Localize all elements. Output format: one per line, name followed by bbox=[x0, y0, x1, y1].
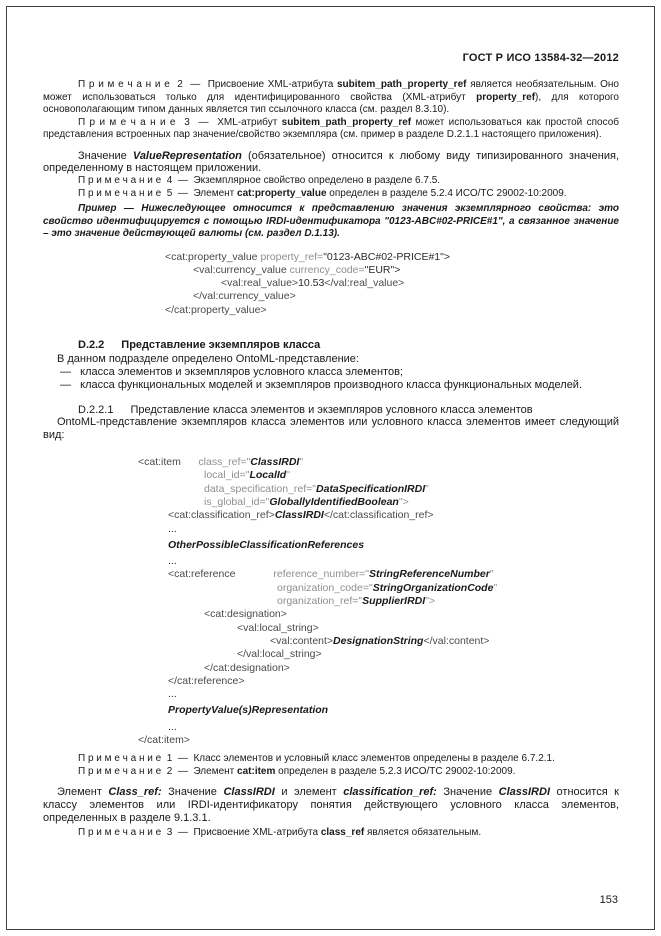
code-line bbox=[43, 734, 619, 747]
code-line bbox=[43, 675, 619, 688]
section-number: D.2.2.1 bbox=[78, 404, 114, 417]
note-paragraph-4 bbox=[43, 175, 619, 188]
note-paragraph-2 bbox=[43, 79, 619, 117]
text-run: cat:property_value bbox=[237, 187, 327, 199]
text-run: (обязательное) относится к любому виду типизированного значения, определенному в настоящем приложении. bbox=[43, 149, 619, 175]
page-number: 153 bbox=[599, 894, 618, 906]
code-line bbox=[43, 568, 619, 581]
text-run: ... bbox=[168, 688, 177, 701]
text-run: Элемент bbox=[57, 786, 109, 799]
text-run bbox=[181, 456, 199, 468]
text-run: ClassIRDI bbox=[223, 786, 275, 799]
text-run: " bbox=[299, 456, 304, 469]
text-run: local_id=" bbox=[204, 469, 250, 482]
text-run: определен в разделе 5.2.3 ИСО/ТС 29002-10:2009. bbox=[275, 765, 516, 777]
code-line bbox=[43, 469, 619, 482]
note-paragraph-5 bbox=[43, 188, 619, 201]
text-run: </cat:designation> bbox=[204, 661, 290, 674]
text-run: П р и м е ч а н и е 4 — Экземплярное свойство определено в разделе 6.7.5. bbox=[78, 175, 441, 187]
text-run: PropertyValue(s)Representation bbox=[168, 704, 329, 717]
section-number: D.2.2 bbox=[78, 339, 105, 352]
text-run: is_global_id=" bbox=[204, 495, 270, 508]
text-run: </cat:item> bbox=[138, 734, 190, 746]
text-run: </val:content> bbox=[423, 634, 490, 647]
example-paragraph bbox=[43, 203, 619, 241]
text-run: <val:local_string> bbox=[237, 621, 319, 634]
text-run: OntoML-представление экземпляров класса элементов или условного класса элементов имеет следующий вид: bbox=[43, 416, 619, 442]
code-line bbox=[43, 496, 619, 509]
text-run: ), для которого основополагающим типом данных является тип ссылочного класса (см. раздел 8.3.10). bbox=[43, 91, 619, 115]
text-run: GloballyIdentifiedBoolean bbox=[269, 495, 399, 508]
text-run: " bbox=[489, 568, 494, 581]
text-run: <cat:item bbox=[138, 456, 181, 469]
text-run: "> bbox=[398, 495, 409, 508]
text-run: П р и м е ч а н и е 3 — Присвоение XML-атрибута bbox=[78, 826, 321, 838]
code-line bbox=[43, 582, 619, 595]
text-run: <cat:designation> bbox=[204, 608, 287, 621]
para-value-representation bbox=[43, 150, 619, 176]
text-run: определен в разделе 5.2.4 ИСО/ТС 29002-10:2009. bbox=[326, 187, 567, 199]
text-run: LocalId bbox=[249, 469, 287, 482]
text-run: DesignationString bbox=[333, 634, 424, 647]
text-run: SupplierIRDI bbox=[362, 595, 426, 608]
note-paragraph-3 bbox=[43, 117, 619, 142]
text-run: <cat:classification_ref> bbox=[168, 509, 275, 522]
text-run: может использоваться как простой способ представления встроенных пар значение/свойство экземпляра (см. пример в разделе D.2.1.1 настоящего приложения). bbox=[43, 116, 619, 140]
code-line bbox=[43, 704, 619, 717]
text-run: — класса элементов и экземпляров условного класса элементов; bbox=[60, 365, 403, 378]
text-run: Пример — Нижеследующее относится к представлению значения экземплярного свойства: это свойство идентифицируется с помощью IRDI-идентификатора "0123-ABC#02-PRICE#1", а связанное значение – это значение действующей валюты (см. раздел D.1.13). bbox=[43, 203, 619, 240]
text-run: classification_ref: bbox=[343, 786, 437, 799]
text-run: </val:local_string> bbox=[237, 648, 322, 661]
code-line bbox=[43, 662, 619, 675]
text-run: "> bbox=[425, 595, 436, 608]
code-line bbox=[43, 523, 619, 536]
text-run: OtherPossibleClassificationReferences bbox=[168, 538, 365, 551]
text-run: class_ref bbox=[320, 826, 365, 838]
text-run: 10.53 bbox=[298, 277, 325, 290]
text-run: </val:real_value> bbox=[324, 277, 405, 290]
section-heading-d222 bbox=[43, 339, 619, 351]
text-run: <val:currency_value bbox=[193, 263, 290, 276]
text-run: и элемент bbox=[274, 786, 344, 799]
text-run: ClassIRDI bbox=[274, 509, 324, 522]
text-run: <val:content> bbox=[270, 634, 334, 647]
xml-code-property-value bbox=[43, 251, 619, 317]
section-heading-d2221 bbox=[43, 404, 619, 416]
code-line bbox=[43, 290, 619, 303]
text-run: ... bbox=[168, 555, 177, 568]
text-run: Значение bbox=[436, 786, 499, 799]
text-run: ValueRepresentation bbox=[132, 149, 242, 162]
text-run: data_specification_ref=" bbox=[204, 482, 317, 495]
text-run: " bbox=[425, 482, 429, 495]
code-line bbox=[43, 456, 619, 469]
text-run: cat:item bbox=[237, 765, 276, 777]
text-run: StringOrganizationCode bbox=[372, 581, 494, 594]
text-run: Значение bbox=[78, 149, 133, 162]
code-line bbox=[43, 264, 619, 277]
text-run: subitem_path_property_ref bbox=[336, 79, 467, 90]
code-line bbox=[43, 622, 619, 635]
section-title: Представление экземпляров класса bbox=[121, 339, 321, 352]
text-run: property_ref= bbox=[260, 250, 324, 263]
text-run: </cat:reference> bbox=[168, 674, 245, 687]
list-item-2 bbox=[43, 379, 619, 392]
text-run: В данном подразделе определено OntoML-представление: bbox=[57, 353, 359, 366]
text-run: reference_number=" bbox=[273, 568, 370, 581]
code-line bbox=[43, 595, 619, 608]
text-run: class_ref=" bbox=[198, 456, 251, 469]
page-content bbox=[43, 52, 619, 839]
text-run: ... bbox=[168, 522, 177, 535]
text-run: П р и м е ч а н и е 2 — Присвоение XML-атрибута bbox=[78, 79, 337, 90]
text-run: относится к классу элементов или IRDI-идентификатору понятия действующего условного класса элементов, определенных в разделе 9.1.3.1. bbox=[43, 786, 619, 824]
note-paragraph-3b bbox=[43, 827, 619, 840]
text-run: <cat:reference bbox=[168, 568, 236, 581]
code-line bbox=[43, 539, 619, 552]
code-line bbox=[43, 648, 619, 661]
note-paragraph-2b bbox=[43, 766, 619, 779]
text-run: </cat:classification_ref> bbox=[323, 509, 434, 522]
text-run: organization_code=" bbox=[277, 581, 373, 594]
text-run: " bbox=[493, 581, 498, 594]
text-run: П р и м е ч а н и е 2 — Элемент bbox=[78, 765, 238, 777]
code-line bbox=[43, 635, 619, 648]
note-paragraph-1b bbox=[43, 753, 619, 766]
text-run: П р и м е ч а н и е 3 — XML-атрибут bbox=[78, 116, 282, 128]
text-run: </cat:property_value> bbox=[165, 303, 267, 316]
text-run: ClassIRDI bbox=[498, 786, 550, 799]
text-run: ... bbox=[168, 720, 177, 733]
text-run: currency_code= bbox=[289, 263, 365, 276]
text-run: DataSpecificationIRDI bbox=[316, 482, 426, 495]
code-line bbox=[43, 721, 619, 734]
text-run: <cat:property_value bbox=[165, 250, 261, 263]
xml-code-cat-item bbox=[43, 456, 619, 747]
code-line bbox=[43, 509, 619, 522]
text-run: Class_ref: bbox=[108, 786, 162, 799]
text-run: " bbox=[286, 469, 290, 482]
text-run: property_ref bbox=[476, 91, 536, 103]
code-line bbox=[43, 483, 619, 496]
text-run: является обязательным. bbox=[364, 826, 482, 838]
list-item-1 bbox=[43, 366, 619, 379]
code-line bbox=[43, 277, 619, 290]
code-line bbox=[43, 555, 619, 568]
text-run: "EUR"> bbox=[364, 263, 401, 276]
para-subsection-intro bbox=[43, 353, 619, 366]
text-run: Значение bbox=[161, 786, 224, 799]
code-line bbox=[43, 304, 619, 317]
text-run: П р и м е ч а н и е 1 — Класс элементов и условный класс элементов определены в разделе 6.7.2.1. bbox=[78, 753, 555, 765]
text-run: organization_ref=" bbox=[277, 595, 363, 608]
para-class-ref bbox=[43, 786, 619, 824]
text-run: — класса функциональных моделей и экземпляров производного класса функциональных моделей. bbox=[60, 378, 583, 391]
code-line bbox=[43, 251, 619, 264]
doc-header-number: ГОСТ Р ИСО 13584-32—2012 bbox=[462, 52, 619, 64]
text-run: "0123-ABC#02-PRICE#1"> bbox=[323, 250, 451, 263]
text-run: является необязательным. Оно может использоваться только для идентифицированного свойства (XML-атрибут bbox=[43, 79, 619, 103]
para-ontoml-intro bbox=[43, 416, 619, 442]
text-run: StringReferenceNumber bbox=[369, 568, 490, 581]
text-run: П р и м е ч а н и е 5 — Элемент bbox=[78, 187, 238, 199]
section-title: Представление класса элементов и экземпляров условного класса элементов bbox=[130, 404, 533, 417]
text-run: ClassIRDI bbox=[250, 456, 300, 469]
code-line bbox=[43, 608, 619, 621]
text-run: <val:real_value> bbox=[221, 277, 299, 290]
text-run: subitem_path_property_ref bbox=[281, 116, 412, 128]
text-run bbox=[235, 568, 273, 580]
code-line bbox=[43, 688, 619, 701]
text-run: </val:currency_value> bbox=[193, 290, 296, 303]
